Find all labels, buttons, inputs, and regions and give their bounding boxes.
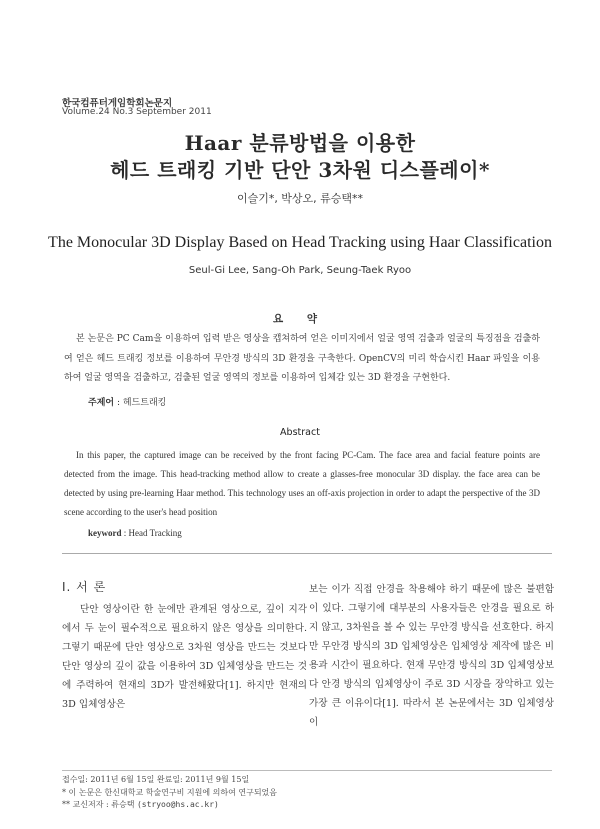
title-en: The Monocular 3D Display Based on Head Tracking using Haar Classification <box>48 234 552 251</box>
section-divider <box>62 553 552 554</box>
body-right-column <box>309 580 554 732</box>
title-ko-line1: Haar 분류방법을 이용한 <box>184 131 416 155</box>
abstract-ko-body <box>64 330 540 389</box>
footnote-corresponding <box>62 799 277 812</box>
abstract-ko-heading: 요 약 <box>273 313 327 325</box>
keyword-en-value: : Head Tracking <box>123 528 182 538</box>
keyword-ko <box>88 395 166 408</box>
footnote-funding: * 이 논문은 한신대학교 학술연구비 지원에 의하여 연구되었음 <box>62 787 277 797</box>
abstract-ko-text: 본 논문은 PC Cam을 이용하여 입력 받은 영상을 캡쳐하여 얻은 이미지에서 얼굴 영역 검출과 얼굴의 특징점을 검출하여 얻은 헤드 트래킹 정보를 이용하여 무안경 방식의 3D 환경을 구축한다. OpenCV의 미리 학습시킨 Haar 파일을 이용하여 얼굴 영역을 검출하고, 검출된 얼굴 영역의 정보를 이용하여 입체감 있는 3D 환경을 구현한다. <box>64 334 540 383</box>
corresponding-email: (stryoo@hs.ac.kr) <box>136 800 219 809</box>
keyword-ko-label: 주제어 <box>88 398 115 408</box>
footnotes <box>62 774 277 812</box>
title-ko-line2: 헤드 트래킹 기반 단안 3차원 디스플레이* <box>110 158 490 182</box>
section-heading: Ⅰ. 서 론 <box>62 580 107 594</box>
abstract-en-body <box>64 446 540 522</box>
authors-en: Seul-Gi Lee, Sang-Oh Park, Seung-Taek Ryoo <box>188 265 412 276</box>
footnote-dates: 접수일: 2011년 6월 15일 완료일: 2011년 9월 15일 <box>62 775 250 784</box>
footnote-divider <box>62 770 552 771</box>
body-left-column <box>62 600 307 714</box>
corresponding-label: ** 교신저자 : 류승택 <box>62 800 137 809</box>
abstract-en-text: In this paper, the captured image can be received by the front facing PC-Cam. The face area and facial feature points are detected from the image. This head-tracking method allow to create a glasses-free monocular 3D display. the face area can be detected by using pre-learning Haar method. This technology uses an off-axis projection in order to adapt the perspective of the 3D scene according to the user's head position <box>64 450 540 517</box>
authors-ko: 이슬기*, 박상오, 류승택** <box>236 192 364 205</box>
abstract-en-heading: Abstract <box>280 427 320 438</box>
left-column-text: 단안 영상이란 한 눈에만 관계된 영상으로, 깊이 지각에서 두 눈이 필수적으로 필요하지 않은 영상을 의미한다. 그렇기 때문에 단안 영상으로 3차원 영상을 만드는 것보다 단안 영상의 깊이 값을 이용하여 3D 입체영상을 만드는 것에 주력하여 현재의 3D가 발전해왔다[1]. 하지만 현재의 3D 입체영상은 <box>62 604 307 710</box>
keyword-ko-value: : 헤드트래킹 <box>116 398 167 408</box>
keyword-en <box>88 528 182 538</box>
journal-name: 한국컴퓨터게임학회논문지 <box>62 98 173 109</box>
keyword-en-label: keyword <box>88 528 122 538</box>
journal-volume: Volume.24 No.3 September 2011 <box>62 107 212 117</box>
right-column-text: 보는 이가 직접 안경을 착용해야 하기 때문에 많은 불편함이 있다. 그렇기에 대부분의 사용자들은 안경을 필요로 하지 않고, 3차원을 볼 수 있는 무안경 방식을 선호한다. 하지만 무안경 방식의 3D 입체영상은 입체영상 제작에 많은 비용과 시간이 필요하다. 현재 무안경 방식의 3D 입체영상보다 안경 방식의 입체영상이 주로 3D 시장을 장악하고 있는 가장 큰 이유이다[1]. 따라서 본 논문에서는 3D 입체영상이 <box>309 584 554 728</box>
